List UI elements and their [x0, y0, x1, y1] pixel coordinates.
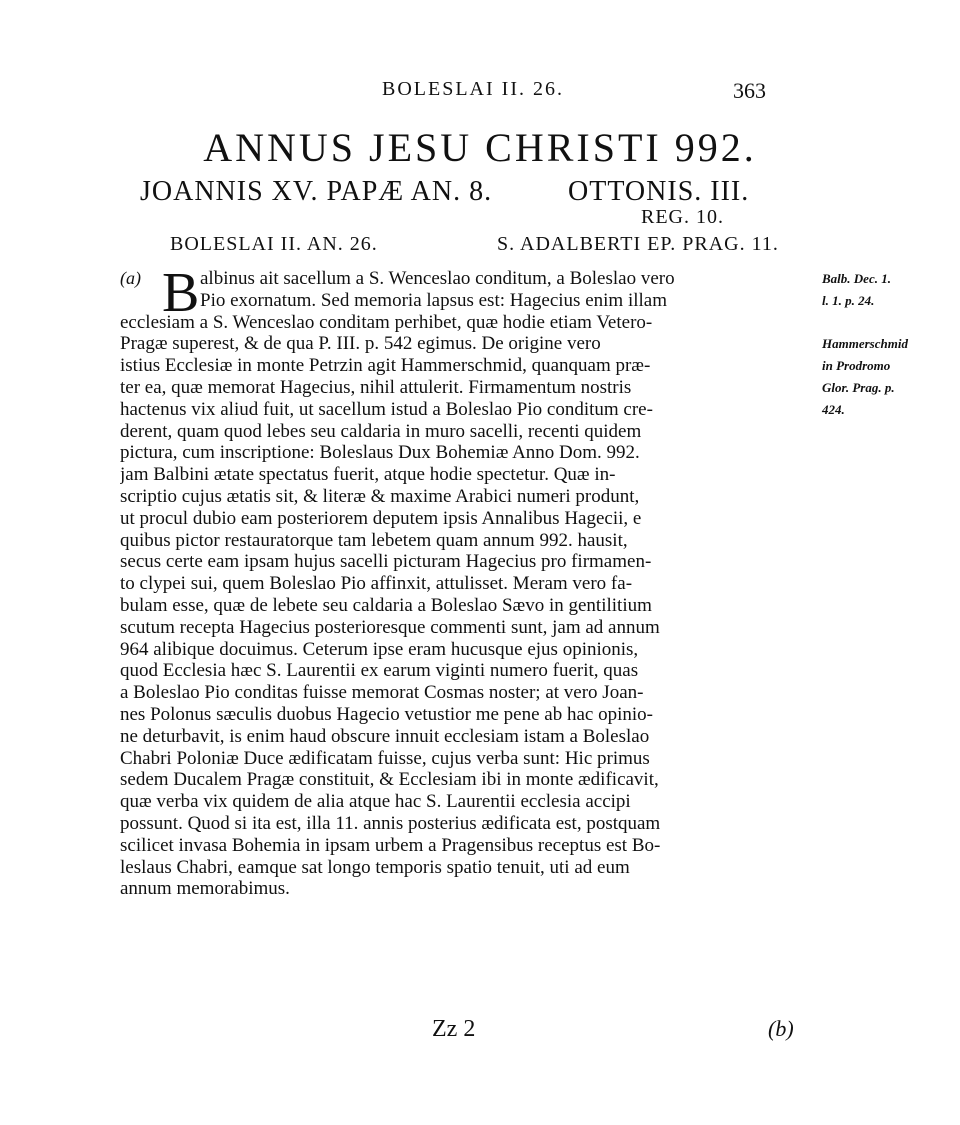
text-line: quibus pictor restauratorque tam lebetem quam annum 992. hausit,: [120, 529, 628, 551]
text-line: istius Ecclesiæ in monte Petrzin agit Hammerschmid, quanquam præ-: [120, 355, 651, 377]
running-head-title: BOLESLAI II. 26.: [382, 78, 564, 100]
text-line: secus certe eam ipsam hujus sacelli picturam Hagecius pro firmamen-: [120, 551, 652, 573]
subheading-adalberti: S. ADALBERTI EP. PRAG. 11.: [497, 233, 779, 255]
text-line: Pragæ superest, & de qua P. III. p. 542 egimus. De origine vero: [120, 333, 601, 355]
text-line: ter ea, quæ memorat Hagecius, nihil attulerit. Firmamentum nostris: [120, 376, 632, 398]
page-title: ANNUS JESU CHRISTI 992.: [203, 125, 757, 170]
footnote-label: (a): [120, 268, 141, 288]
text-line: 964 alibique docuimus. Ceterum ipse eram hucusque ejus opinionis,: [120, 638, 639, 660]
text-line: leslaus Chabri, eamque sat longo temporis spatio tenuit, uti ad eum: [120, 856, 630, 878]
text-line: bulam esse, quæ de lebete seu caldaria a Boleslao Sævo in gentilitium: [120, 594, 652, 616]
drop-cap: B: [162, 262, 200, 324]
running-head: [0, 78, 960, 108]
text-line: possunt. Quod si ita est, illa 11. annis posterius ædificata est, postquam: [120, 812, 661, 834]
text-line: albinus ait sacellum a S. Wenceslao conditum, a Boleslao vero: [200, 268, 675, 289]
text-line: scilicet invasa Bohemia in ipsam urbem a Pragensibus receptus est Bo-: [120, 834, 661, 856]
text-line: scutum recepta Hagecius posterioresque commenti sunt, jam ad annum: [120, 616, 660, 638]
page-number: 363: [733, 78, 766, 103]
text-line: annum memorabimus.: [120, 878, 290, 900]
subheading-reg: REG. 10.: [641, 206, 724, 228]
margin-note: Glor. Prag. p.: [822, 379, 895, 395]
text-line: nes Polonus sæculis duobus Hagecio vetustior me pene ab hac opinio-: [120, 703, 653, 725]
text-line: scriptio cujus ætatis sit, & literæ & maxime Arabici numeri produnt,: [120, 485, 640, 507]
margin-note: 424.: [822, 401, 845, 417]
text-line: pictura, cum inscriptione: Boleslaus Dux Bohemiæ Anno Dom. 992.: [120, 442, 640, 464]
text-line: ecclesiam a S. Wenceslao conditam perhibet, quæ hodie etiam Vetero-: [120, 311, 653, 333]
text-line: derent, quam quod lebes seu caldaria in muro sacelli, recenti quidem: [120, 420, 642, 442]
text-line: to clypei sui, quem Boleslao Pio affinxit, attulisset. Meram vero fa-: [120, 573, 633, 595]
margin-notes: [822, 268, 942, 421]
text-line: Chabri Poloniæ Duce ædificatam fuisse, cujus verba sunt: Hic primus: [120, 747, 650, 769]
catchword: (b): [768, 1016, 794, 1041]
text-line: jam Balbini ætate spectatus fuerit, atque hodie spectetur. Quæ in-: [120, 464, 616, 486]
subheading-boleslai: BOLESLAI II. AN. 26.: [170, 233, 378, 255]
signature-mark: Zz 2: [432, 1016, 476, 1042]
text-line: a Boleslao Pio conditas fuisse memorat Cosmas noster; at vero Joan-: [120, 682, 644, 704]
margin-note: in Prodromo: [822, 358, 891, 374]
text-line: sedem Ducalem Pragæ constituit, & Ecclesiam ibi in monte ædificavit,: [120, 769, 659, 791]
text-line: ne deturbavit, is enim haud obscure innuit ecclesiam istam a Boleslao: [120, 725, 650, 747]
text-line: hactenus vix aliud fuit, ut sacellum istud a Boleslao Pio conditum cre-: [120, 398, 653, 420]
text-line: quod Ecclesia hæc S. Laurentii ex earum viginti numero fuerit, quas: [120, 660, 639, 682]
text-line: ut procul dubio eam posteriorem deputem ipsis Annalibus Hagecii, e: [120, 507, 642, 529]
subheading-papae: JOANNIS XV. PAPÆ AN. 8.: [140, 176, 493, 207]
text-line: quæ verba vix quidem de alia atque hac S. Laurentii ecclesia accipi: [120, 791, 631, 813]
text-line: Pio exornatum. Sed memoria lapsus est: Hagecius enim illam: [200, 289, 667, 311]
subheading-ottonis: OTTONIS. III.: [568, 176, 750, 207]
margin-note: Balb. Dec. 1.: [822, 271, 891, 286]
margin-note: [822, 312, 942, 334]
note-body: [120, 262, 820, 900]
margin-note: l. 1. p. 24.: [822, 292, 875, 308]
margin-note: Hammerschmid: [822, 336, 908, 352]
